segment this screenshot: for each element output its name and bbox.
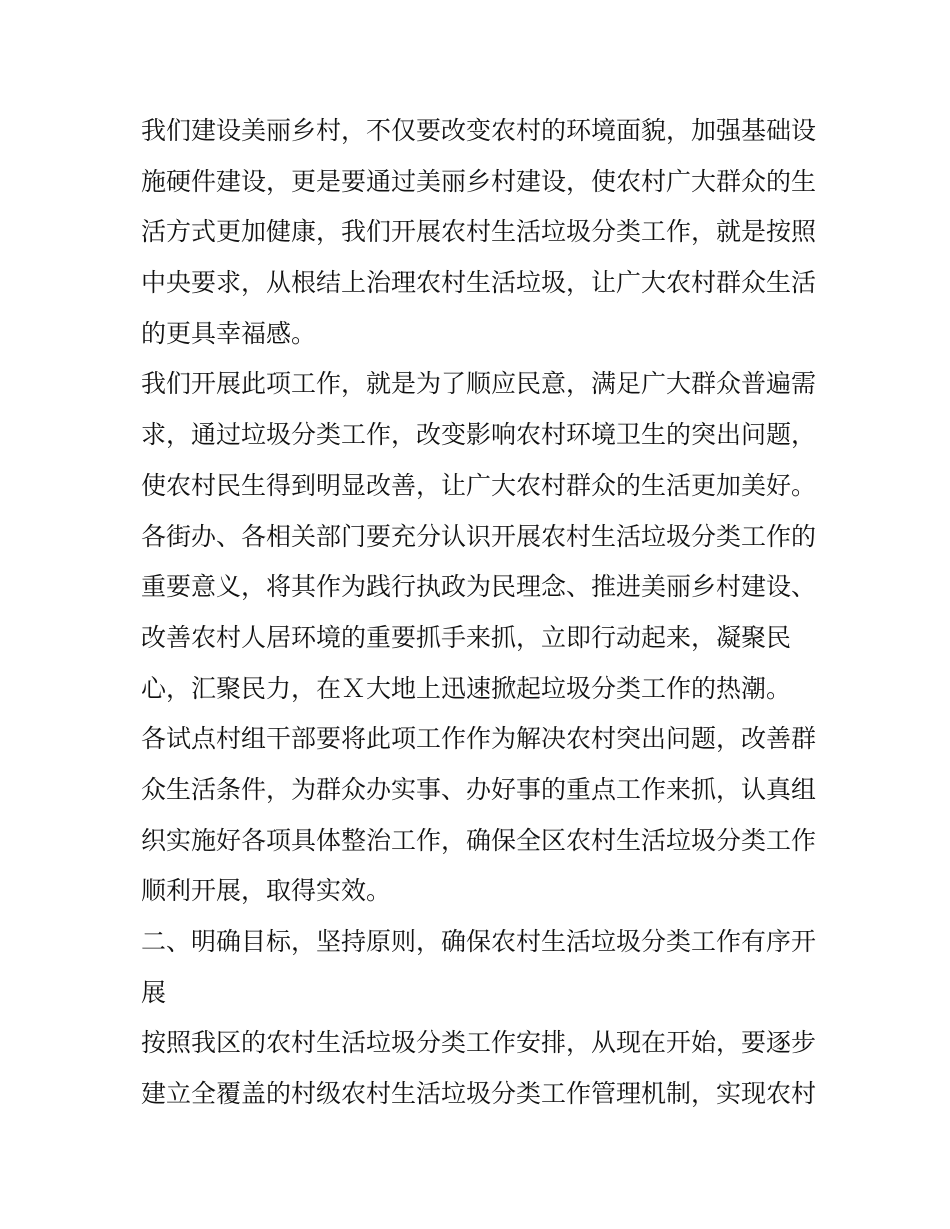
text-line: 重要意义，将其作为践行执政为民理念、推进美丽乡村建设、: [141, 572, 817, 602]
section-heading-line: 二、明确目标，坚持原则，确保农村生活垃圾分类工作有序开: [141, 927, 817, 956]
text-line: 众生活条件，为群众办实事、办好事的重点工作来抓，认真组: [141, 774, 817, 804]
text-line: 中央要求，从根结上治理农村生活垃圾，让广大农村群众生活: [141, 268, 817, 298]
text-line: 各试点村组干部要将此项工作作为解决农村突出问题，改善群: [141, 724, 817, 754]
document-body: [141, 106, 817, 1120]
text-line: 织实施好各项具体整治工作，确保全区农村生活垃圾分类工作: [141, 825, 817, 855]
text-line: 施硬件建设，更是要通过美丽乡村建设，使农村广大群众的生: [141, 166, 817, 196]
text-line: 我们开展此项工作，就是为了顺应民意，满足广大群众普遍需: [141, 369, 817, 399]
text-line: 我们建设美丽乡村，不仅要改变农村的环境面貌，加强基础设: [141, 116, 817, 145]
text-line: 改善农村人居环境的重要抓手来抓，立即行动起来，凝聚民: [141, 622, 792, 652]
text-line: 各街办、各相关部门要充分认识开展农村生活垃圾分类工作的: [141, 521, 817, 551]
text-line: 顺利开展，取得实效。: [141, 876, 392, 906]
text-line: 求，通过垃圾分类工作，改变影响农村环境卫生的突出问题，: [141, 420, 817, 450]
text-line: 按照我区的农村生活垃圾分类工作安排，从现在开始，要逐步: [141, 1028, 817, 1058]
section-heading-line: 展: [141, 977, 167, 1007]
text-line: 的更具幸福感。: [141, 318, 317, 348]
text-line: 使农村民生得到明显改善，让广大农村群众的生活更加美好。: [141, 470, 817, 500]
text-line: 心，汇聚民力，在Ｘ大地上迅速掀起垃圾分类工作的热潮。: [141, 673, 792, 703]
text-line: 活方式更加健康，我们开展农村生活垃圾分类工作，就是按照: [141, 217, 817, 247]
text-line: 建立全覆盖的村级农村生活垃圾分类工作管理机制，实现农村: [141, 1079, 817, 1109]
